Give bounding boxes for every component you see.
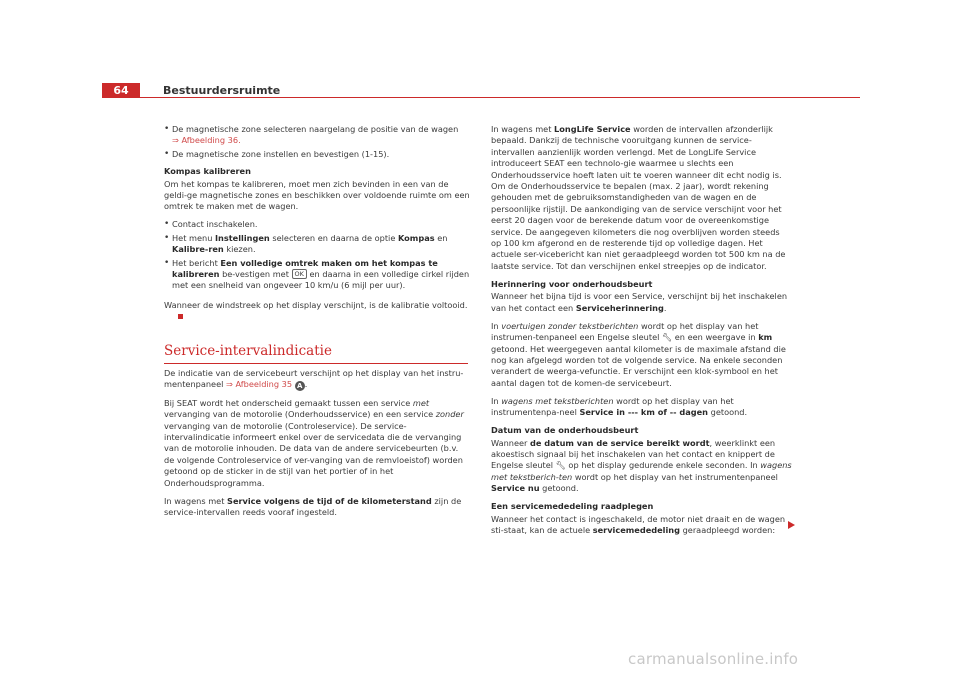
- paragraph: Bij SEAT wordt het onderscheid gemaakt tussen een service met vervanging van de motorolie (Onderhoudsservice) en een service zonder vervanging van de motorolie (Controleservice). De service-intervalindicatie informeert enkel over de servicedata die de vervanging van de motorolie inhouden. De data van de andere servicebeurten (b.v. de volgende Controleservice of ver-vanging van de remvloeistof) worden getoond op de sticker in de stijl van het portier of in het Onderhoudsprogramma.: [164, 397, 464, 488]
- paragraph: Wanneer de datum van de service bereikt wordt, weerklinkt een akoestisch signaal bij het inschakelen van het contact en knippert de Engelse sleutel 🔧︎ op het display gedurende enkele seconden. In wagens met tekstberich-ten wordt op het display van het instrumentenpaneel Service nu getoond.: [491, 437, 792, 494]
- paragraph: De indicatie van de servicebeurt verschijnt op het display van het instru-mentenpaneel ⇒ Afbeelding 35 A .: [164, 367, 464, 391]
- bullet-item: • Contact inschakelen.: [164, 219, 470, 230]
- subheading: Datum van de onderhoudsbeurt: [491, 425, 639, 436]
- kompas-heading: Kompas kalibreren: [164, 166, 251, 177]
- continue-arrow-icon: [788, 521, 795, 529]
- figure-link[interactable]: ⇒ Afbeelding 36.: [172, 135, 241, 146]
- figure-link[interactable]: ⇒ Afbeelding 35: [226, 379, 293, 390]
- section-title: Service-intervalindicatie: [164, 343, 468, 364]
- paragraph: Wanneer het contact is ingeschakeld, de motor niet draait en de wagen sti-staat, kan de actuele servicemededeling geraadpleegd worden:: [491, 513, 786, 535]
- paragraph: In wagens met tekstberichten wordt op het display van het instrumentenpa-neel Service in --- km of -- dagen getoond.: [491, 395, 748, 418]
- page-number: 64: [102, 83, 140, 98]
- paragraph: In wagens met LongLife Service worden de intervallen afzonderlijk bepaald. Dankzij de technische vooruitgang kunnen de service-intervallen aanzienlijk worden verlengd. Met de LongLife Service introduceert SEAT een technolo-gie waarmee u slechts een Onderhoudsservice hoeft laten uit te voeren wanneer dit echt nodig is. Om de Onderhoudsservice te bepalen (max. 2 jaar), wordt rekening gehouden met de gebruiksomstandigheden van de wagen en de persoonlijke rijstijl. De aankondiging van de service verschijnt voor het eerst 20 dagen voor de berekende datum voor de overeenkomstige service. De aangegeven kilometers die nog overblijven worden steeds op 100 km afgerond en de resterende tijd op volledige dagen. Het actuele ser-vicebericht kan niet geraadpleegd worden tot 500 km na de laatste service. Tot dan verschijnen enkel streepjes op de indicator.: [491, 124, 786, 271]
- kompas-intro: Om het kompas te kalibreren, moet men zich bevinden in een van de geldi-ge magnetische zones en beschikken over voldoende ruimte om een omtrek te maken met de wagen.: [164, 178, 470, 212]
- bullet-item: • De magnetische zone instellen en bevestigen (1-15).: [164, 149, 470, 160]
- ok-key-icon: OK: [292, 269, 307, 279]
- bullet-item: • Het bericht Een volledige omtrek maken om het kompas te kalibreren be-vestigen met OK en daarna in een volledige cirkel rijden met een snelheid van ongeveer 10 km/u (6 mijl per uur).: [164, 258, 470, 292]
- paragraph: Wanneer het bijna tijd is voor een Service, verschijnt bij het inschakelen van het contact een Serviceherinnering.: [491, 291, 788, 313]
- bullet-item: • Het menu Instellingen selecteren en daarna de optie Kompas en Kalibre-ren kiezen.: [164, 233, 470, 256]
- subheading: Een servicemededeling raadplegen: [491, 501, 654, 512]
- callout-badge: A: [295, 381, 305, 391]
- right-column: [491, 124, 792, 543]
- calibration-done: Wanneer de windstreek op het display verschijnt, is de kalibratie voltooid.: [164, 300, 470, 323]
- paragraph: In wagens met Service volgens de tijd of de kilometerstand zijn de service-intervallen reeds vooraf ingesteld.: [164, 495, 462, 517]
- paragraph: In voertuigen zonder tekstberichten wordt op het display van het instrumen-tenpaneel een Engelse sleutel 🔧︎ en een weergave in km getoond. Het weergegeven aantal kilometer is de maximale afstand die nog kan afgelegd worden tot de volgende service. Na enkele seconden verandert de weerga-vefunctie. Er verschijnt een klok-symbool en het aantal dagen tot de komen-de servicebeurt.: [491, 320, 786, 388]
- section-end-icon: [178, 314, 183, 319]
- wrench-icon: 🔧︎: [555, 461, 566, 471]
- subheading: Herinnering voor onderhoudsbeurt: [491, 278, 653, 289]
- watermark: carmanualsonline.info: [628, 650, 799, 668]
- running-header: Bestuurdersruimte: [163, 84, 281, 97]
- bullet-item: • De magnetische zone selecteren naargelang de positie van de wagen ⇒ Afbeelding 36.: [164, 124, 470, 147]
- wrench-icon: 🔧︎: [661, 333, 673, 343]
- left-column: [164, 124, 470, 525]
